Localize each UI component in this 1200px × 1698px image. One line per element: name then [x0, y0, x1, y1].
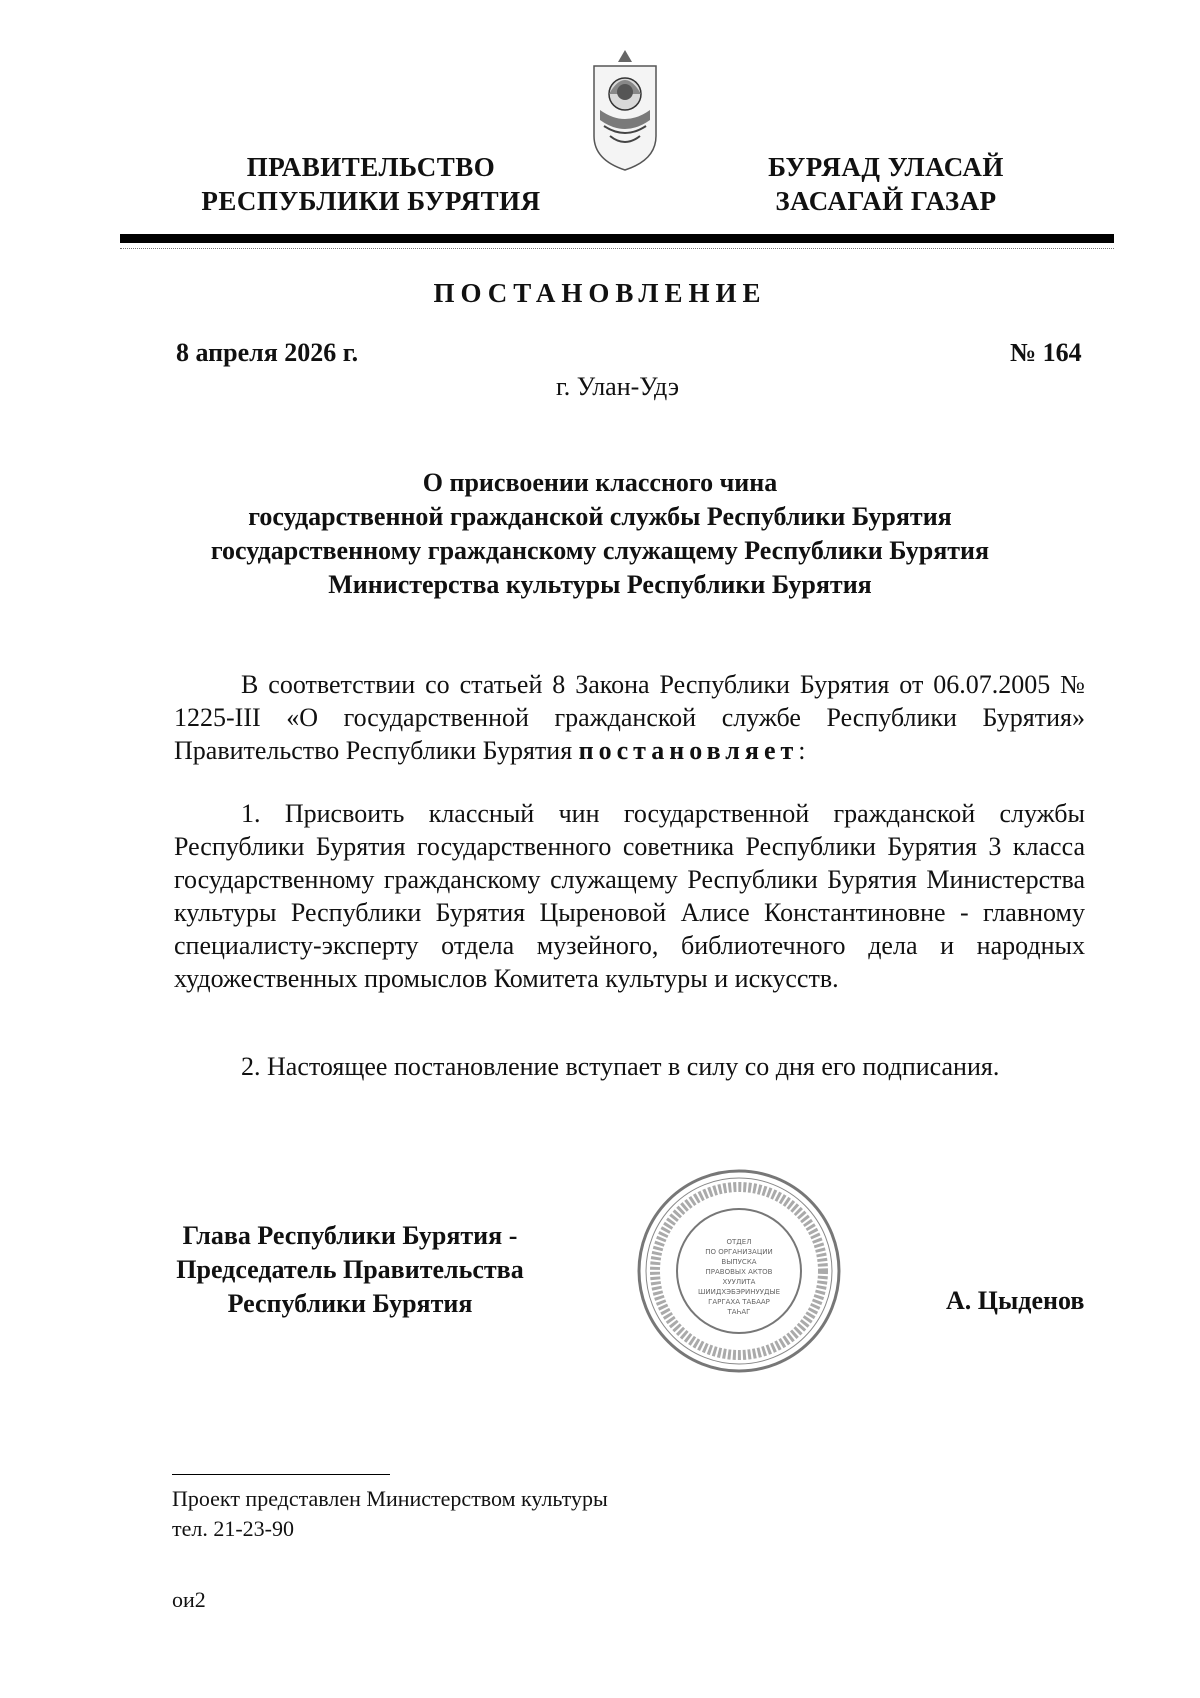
document-number: № 164	[1010, 338, 1082, 367]
government-name-ru-line2: РЕСПУБЛИКИ БУРЯТИЯ	[201, 186, 541, 216]
subject-line: государственной гражданской службы Республики Бурятия	[248, 502, 952, 531]
signatory-title	[140, 1219, 560, 1321]
item-2-text: 2. Настоящее постановление вступает в силу со дня его подписания.	[241, 1052, 1000, 1081]
footnote-phone: тел. 21-23-90	[172, 1516, 295, 1541]
signatory-title-line: Председатель Правительства	[176, 1255, 524, 1284]
government-name-bua-line1: БУРЯАД УЛАСАЙ	[768, 152, 1004, 182]
svg-text:ВЫПУСКА: ВЫПУСКА	[721, 1258, 757, 1266]
svg-text:ХУУЛИТА: ХУУЛИТА	[722, 1278, 756, 1286]
header-divider-thin	[120, 248, 1114, 249]
svg-text:ШИИДХЭБЭРИНУУДЫЕ: ШИИДХЭБЭРИНУУДЫЕ	[697, 1288, 781, 1296]
header-divider-thick	[120, 234, 1114, 243]
coat-of-arms-icon	[590, 48, 660, 172]
government-name-ru	[196, 150, 546, 218]
government-name-ru-line1: ПРАВИТЕЛЬСТВО	[246, 152, 496, 182]
document-city: г. Улан-Удэ	[556, 372, 680, 401]
item-1-text: 1. Присвоить классный чин государственной гражданской службы Республики Бурятия государственного советника Республики Бурятия 3 класса государственному гражданскому служащему Республики Бурятия Министерства культуры Республики Бурятия Цыреновой Алисе Константиновне - главному специалисту-эксперту отдела музейного, библиотечного дела и народных художественных промыслов Комитета культуры и искусств.	[174, 799, 1085, 993]
signatory-title-line: Республики Бурятия	[227, 1289, 473, 1318]
document-code: ои2	[172, 1587, 206, 1612]
government-name-bua-line2: ЗАСАГАЙ ГАЗАР	[775, 186, 997, 216]
item-1-paragraph	[174, 797, 1085, 995]
preamble-paragraph	[174, 668, 1085, 767]
official-seal-icon	[634, 1166, 844, 1376]
decree-colon: :	[798, 736, 806, 765]
subject-line: О присвоении классного чина	[422, 468, 778, 497]
footnote-divider	[172, 1474, 390, 1475]
subject-line: Министерства культуры Республики Бурятия	[328, 570, 872, 599]
svg-text:ГАРГАХА ТАБААР: ГАРГАХА ТАБААР	[708, 1298, 770, 1306]
svg-text:ПО ОРГАНИЗАЦИИ: ПО ОРГАНИЗАЦИИ	[705, 1248, 773, 1256]
svg-text:ПРАВОВЫХ АКТОВ: ПРАВОВЫХ АКТОВ	[705, 1268, 773, 1276]
document-subject	[130, 466, 1070, 602]
decree-word: постановляет	[578, 736, 799, 765]
svg-text:ОТДЕЛ: ОТДЕЛ	[726, 1238, 752, 1246]
svg-text:ТАҺАГ: ТАҺАГ	[727, 1308, 751, 1316]
signatory-name: А. Цыденов	[946, 1286, 1085, 1315]
document-date: 8 апреля 2026 г.	[176, 338, 359, 367]
footnote-prepared-by: Проект представлен Министерством культуры	[172, 1486, 608, 1511]
document-type-title: ПОСТАНОВЛЕНИЕ	[433, 278, 767, 308]
government-name-bua	[726, 150, 1046, 218]
signatory-title-line: Глава Республики Бурятия -	[182, 1221, 518, 1250]
preamble-text: В соответствии со статьей 8 Закона Республики Бурятия от 06.07.2005 № 1225-III «О государственной гражданской службе Республики Бурятия» Правительство Республики Бурятия	[174, 670, 1085, 765]
subject-line: государственному гражданскому служащему Республики Бурятия	[210, 536, 990, 565]
item-2-paragraph	[174, 1050, 1085, 1083]
